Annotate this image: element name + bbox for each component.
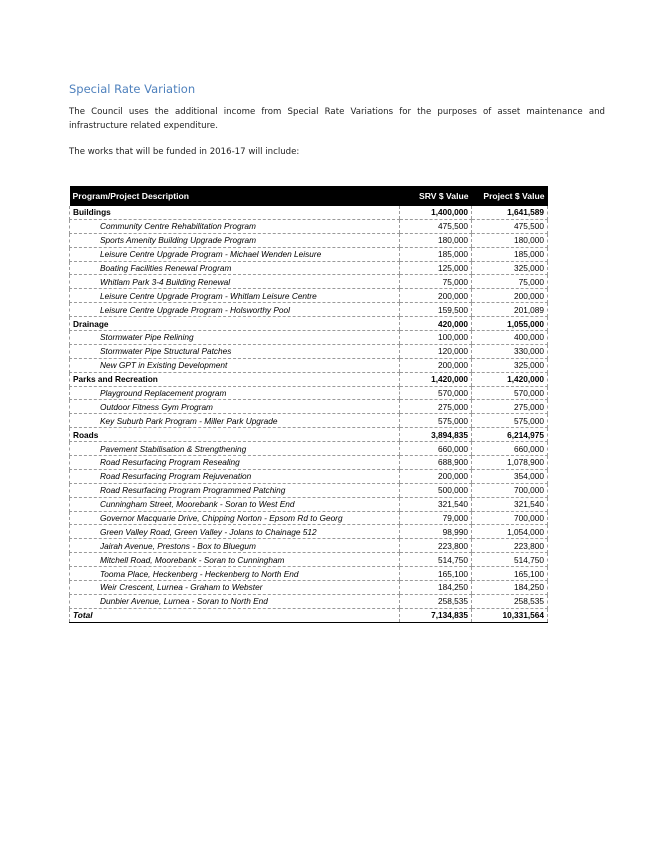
- row-project-value: 570,000: [472, 386, 548, 400]
- row-project-value: 1,641,589: [472, 206, 548, 219]
- row-project-value: 1,054,000: [472, 525, 548, 539]
- table-row: [70, 553, 548, 567]
- header-srv-value: SRV $ Value: [400, 186, 472, 206]
- table-row: [70, 456, 548, 470]
- table-row: [70, 581, 548, 595]
- row-project-value: 354,000: [472, 469, 548, 483]
- table-row: [70, 594, 548, 608]
- row-srv-value: 200,000: [400, 289, 472, 303]
- row-srv-value: 125,000: [400, 261, 472, 275]
- row-srv-value: 321,540: [400, 497, 472, 511]
- row-description: Tooma Place, Heckenberg - Heckenberg to North End: [70, 567, 400, 581]
- table-row: [70, 442, 548, 456]
- table-row: [70, 247, 548, 261]
- row-project-value: 1,055,000: [472, 317, 548, 331]
- row-project-value: 10,331,564: [472, 608, 548, 622]
- row-project-value: 258,535: [472, 594, 548, 608]
- row-project-value: 475,500: [472, 219, 548, 233]
- row-srv-value: 660,000: [400, 442, 472, 456]
- works-intro-paragraph: The works that will be funded in 2016-17 will include:: [69, 147, 300, 157]
- row-description: Sports Amenity Building Upgrade Program: [70, 233, 400, 247]
- row-description: Stormwater Pipe Relining: [70, 331, 400, 345]
- row-description: Jairah Avenue, Prestons - Box to Bluegum: [70, 539, 400, 553]
- row-srv-value: 1,420,000: [400, 372, 472, 386]
- table-row: [70, 261, 548, 275]
- row-description: Total: [70, 608, 400, 622]
- table-row: [70, 331, 548, 345]
- table-row: [70, 539, 548, 553]
- row-srv-value: 180,000: [400, 233, 472, 247]
- row-project-value: 184,250: [472, 581, 548, 595]
- row-project-value: 201,089: [472, 303, 548, 317]
- row-project-value: 321,540: [472, 497, 548, 511]
- row-srv-value: 420,000: [400, 317, 472, 331]
- row-description: Outdoor Fitness Gym Program: [70, 400, 400, 414]
- table-row: [70, 358, 548, 372]
- table-row: [70, 386, 548, 400]
- table-header-row: [70, 186, 548, 206]
- table-row: [70, 275, 548, 289]
- table-row: [70, 511, 548, 525]
- row-description: Dunbier Avenue, Lurnea - Soran to North End: [70, 594, 400, 608]
- row-description: Whitlam Park 3-4 Building Renewal: [70, 275, 400, 289]
- row-description: Governor Macquarie Drive, Chipping Norton - Epsom Rd to Georg: [70, 511, 400, 525]
- row-project-value: 185,000: [472, 247, 548, 261]
- row-srv-value: 79,000: [400, 511, 472, 525]
- row-project-value: 330,000: [472, 344, 548, 358]
- row-project-value: 400,000: [472, 331, 548, 345]
- table-row: [70, 469, 548, 483]
- table-row: [70, 497, 548, 511]
- row-project-value: 1,078,900: [472, 456, 548, 470]
- row-description: Roads: [70, 428, 400, 442]
- table-row: [70, 400, 548, 414]
- row-description: Drainage: [70, 317, 400, 331]
- row-project-value: 700,000: [472, 483, 548, 497]
- row-description: Weir Crescent, Lurnea - Graham to Webster: [70, 581, 400, 595]
- row-project-value: 165,100: [472, 567, 548, 581]
- row-srv-value: 98,990: [400, 525, 472, 539]
- row-description: Community Centre Rehabilitation Program: [70, 219, 400, 233]
- row-srv-value: 7,134,835: [400, 608, 472, 622]
- row-srv-value: 185,000: [400, 247, 472, 261]
- intro-paragraph: The Council uses the additional income from Special Rate Variations for the purposes of asset maintenance and infrastructure related expenditure.: [69, 107, 605, 131]
- table-row: [70, 303, 548, 317]
- row-srv-value: 184,250: [400, 581, 472, 595]
- row-description: New GPT in Existing Development: [70, 358, 400, 372]
- table-body: [70, 206, 548, 622]
- category-row: [70, 428, 548, 442]
- row-project-value: 6,214,975: [472, 428, 548, 442]
- row-description: Buildings: [70, 206, 400, 219]
- row-srv-value: 475,500: [400, 219, 472, 233]
- row-srv-value: 688,900: [400, 456, 472, 470]
- row-project-value: 575,000: [472, 414, 548, 428]
- table-row: [70, 414, 548, 428]
- category-row: [70, 206, 548, 219]
- row-srv-value: 120,000: [400, 344, 472, 358]
- category-row: [70, 372, 548, 386]
- row-description: Boating Facilities Renewal Program: [70, 261, 400, 275]
- row-project-value: 660,000: [472, 442, 548, 456]
- row-description: Cunningham Street, Moorebank - Soran to West End: [70, 497, 400, 511]
- row-description: Road Resurfacing Program Rejuvenation: [70, 469, 400, 483]
- row-description: Leisure Centre Upgrade Program - Holsworthy Pool: [70, 303, 400, 317]
- row-project-value: 75,000: [472, 275, 548, 289]
- row-project-value: 275,000: [472, 400, 548, 414]
- row-srv-value: 100,000: [400, 331, 472, 345]
- row-srv-value: 500,000: [400, 483, 472, 497]
- srv-works-table: [69, 186, 548, 623]
- row-srv-value: 1,400,000: [400, 206, 472, 219]
- header-project-value: Project $ Value: [472, 186, 548, 206]
- row-project-value: 1,420,000: [472, 372, 548, 386]
- row-description: Stormwater Pipe Structural Patches: [70, 344, 400, 358]
- row-description: Pavement Stabilisation & Strengthening: [70, 442, 400, 456]
- row-description: Road Resurfacing Program Programmed Patching: [70, 483, 400, 497]
- row-srv-value: 514,750: [400, 553, 472, 567]
- row-srv-value: 258,535: [400, 594, 472, 608]
- table-row: [70, 233, 548, 247]
- section-heading: Special Rate Variation: [69, 82, 196, 96]
- row-srv-value: 275,000: [400, 400, 472, 414]
- row-description: Key Suburb Park Program - Miller Park Upgrade: [70, 414, 400, 428]
- row-srv-value: 575,000: [400, 414, 472, 428]
- row-srv-value: 159,500: [400, 303, 472, 317]
- row-description: Mitchell Road, Moorebank - Soran to Cunningham: [70, 553, 400, 567]
- table-row: [70, 525, 548, 539]
- row-project-value: 223,800: [472, 539, 548, 553]
- row-description: Playground Replacement program: [70, 386, 400, 400]
- row-project-value: 325,000: [472, 261, 548, 275]
- row-description: Green Valley Road, Green Valley - Jolans to Chainage 512: [70, 525, 400, 539]
- row-srv-value: 165,100: [400, 567, 472, 581]
- row-project-value: 200,000: [472, 289, 548, 303]
- row-project-value: 325,000: [472, 358, 548, 372]
- header-description: Program/Project Description: [70, 186, 400, 206]
- row-srv-value: 200,000: [400, 358, 472, 372]
- category-row: [70, 317, 548, 331]
- row-srv-value: 570,000: [400, 386, 472, 400]
- row-description: Road Resurfacing Program Resealing: [70, 456, 400, 470]
- row-project-value: 700,000: [472, 511, 548, 525]
- row-srv-value: 200,000: [400, 469, 472, 483]
- row-description: Leisure Centre Upgrade Program - Michael Wenden Leisure: [70, 247, 400, 261]
- table-row: [70, 483, 548, 497]
- row-description: Parks and Recreation: [70, 372, 400, 386]
- table-row: [70, 567, 548, 581]
- row-srv-value: 3,894,835: [400, 428, 472, 442]
- row-srv-value: 223,800: [400, 539, 472, 553]
- row-project-value: 514,750: [472, 553, 548, 567]
- table-row: [70, 219, 548, 233]
- table-row: [70, 289, 548, 303]
- row-project-value: 180,000: [472, 233, 548, 247]
- total-row: [70, 608, 548, 622]
- table-row: [70, 344, 548, 358]
- row-description: Leisure Centre Upgrade Program - Whitlam Leisure Centre: [70, 289, 400, 303]
- row-srv-value: 75,000: [400, 275, 472, 289]
